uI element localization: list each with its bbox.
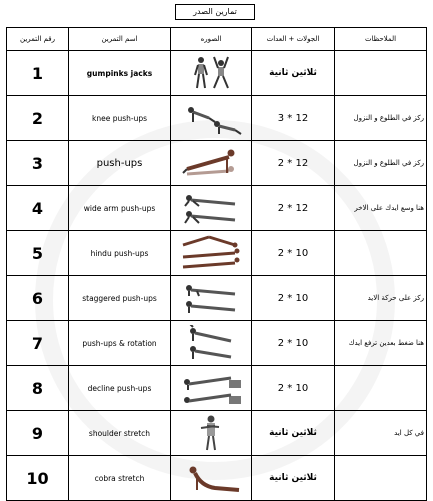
exercise-name: push-ups <box>69 141 171 186</box>
exercise-number: 10 <box>7 456 69 501</box>
exercise-image <box>171 321 252 366</box>
exercise-name: hindu push-ups <box>69 231 171 276</box>
header-number: رقم التمرين <box>7 28 69 51</box>
cobra-stretch-illustration <box>179 460 243 496</box>
table-row <box>7 141 427 186</box>
header-rounds: الجولات + العدات <box>252 28 335 51</box>
exercise-number: 8 <box>7 366 69 411</box>
pushup-rotation-illustration <box>179 325 243 361</box>
exercise-notes: ركز في الطلوع و النزول <box>335 141 427 186</box>
exercise-rounds: 2 * 12 <box>252 186 335 231</box>
table-row <box>7 51 427 96</box>
exercise-name: decline push-ups <box>69 366 171 411</box>
exercise-name: wide arm push-ups <box>69 186 171 231</box>
exercise-number: 5 <box>7 231 69 276</box>
exercise-image <box>171 51 252 96</box>
table-row <box>7 186 427 231</box>
exercise-notes <box>335 456 427 501</box>
exercise-number: 3 <box>7 141 69 186</box>
exercise-name: knee push-ups <box>69 96 171 141</box>
exercise-name: cobra stretch <box>69 456 171 501</box>
exercise-rounds: ثلاثين ثانية <box>252 411 335 456</box>
exercise-image <box>171 186 252 231</box>
exercise-image <box>171 411 252 456</box>
header-name: اسم التمرين <box>69 28 171 51</box>
table-row <box>7 456 427 501</box>
exercise-notes <box>335 51 427 96</box>
table-row <box>7 96 427 141</box>
table-row <box>7 366 427 411</box>
exercise-number: 9 <box>7 411 69 456</box>
exercise-name: staggered push-ups <box>69 276 171 321</box>
exercise-notes: ركز على حركة الايد <box>335 276 427 321</box>
exercise-rounds: 2 * 10 <box>252 366 335 411</box>
knee-pushup-illustration <box>179 100 243 136</box>
exercise-notes: هنا ضغط بعدين ترفع ايدك <box>335 321 427 366</box>
pushup-illustration <box>179 145 243 181</box>
staggered-pushup-illustration <box>179 280 243 316</box>
exercise-notes: في كل ايد <box>335 411 427 456</box>
table-row <box>7 321 427 366</box>
exercise-rounds: 2 * 10 <box>252 276 335 321</box>
table-header-row <box>7 28 427 51</box>
exercise-notes <box>335 231 427 276</box>
table-row <box>7 276 427 321</box>
exercise-name: shoulder stretch <box>69 411 171 456</box>
exercise-image <box>171 141 252 186</box>
exercise-name: gumpinks jacks <box>69 51 171 96</box>
exercise-number: 6 <box>7 276 69 321</box>
exercise-image <box>171 231 252 276</box>
page-title: تمارين الصدر <box>175 4 255 20</box>
header-notes: الملاحظات <box>335 28 427 51</box>
exercise-number: 1 <box>7 51 69 96</box>
header-image: الصوره <box>171 28 252 51</box>
exercise-rounds: 2 * 12 <box>252 141 335 186</box>
exercise-image <box>171 96 252 141</box>
hindu-pushup-illustration <box>179 235 243 271</box>
exercise-rounds: 2 * 10 <box>252 231 335 276</box>
exercise-number: 2 <box>7 96 69 141</box>
exercise-table <box>6 27 427 501</box>
exercise-notes <box>335 366 427 411</box>
exercise-rounds: ثلاثين ثانية <box>252 456 335 501</box>
exercise-rounds: ثلاثين ثانية <box>252 51 335 96</box>
exercise-image <box>171 276 252 321</box>
exercise-image <box>171 366 252 411</box>
exercise-notes: ركز في الطلوع و النزول <box>335 96 427 141</box>
wide-arm-pushup-illustration <box>179 190 243 226</box>
jumping-jacks-illustration <box>181 55 241 91</box>
exercise-rounds: 3 * 12 <box>252 96 335 141</box>
exercise-name: push-ups & rotation <box>69 321 171 366</box>
decline-pushup-illustration <box>179 370 243 406</box>
exercise-number: 4 <box>7 186 69 231</box>
exercise-notes: هنا وسع ايدك على الاخر <box>335 186 427 231</box>
exercise-rounds: 2 * 10 <box>252 321 335 366</box>
shoulder-stretch-illustration <box>191 414 231 452</box>
exercise-image <box>171 456 252 501</box>
table-row <box>7 411 427 456</box>
table-row <box>7 231 427 276</box>
exercise-number: 7 <box>7 321 69 366</box>
